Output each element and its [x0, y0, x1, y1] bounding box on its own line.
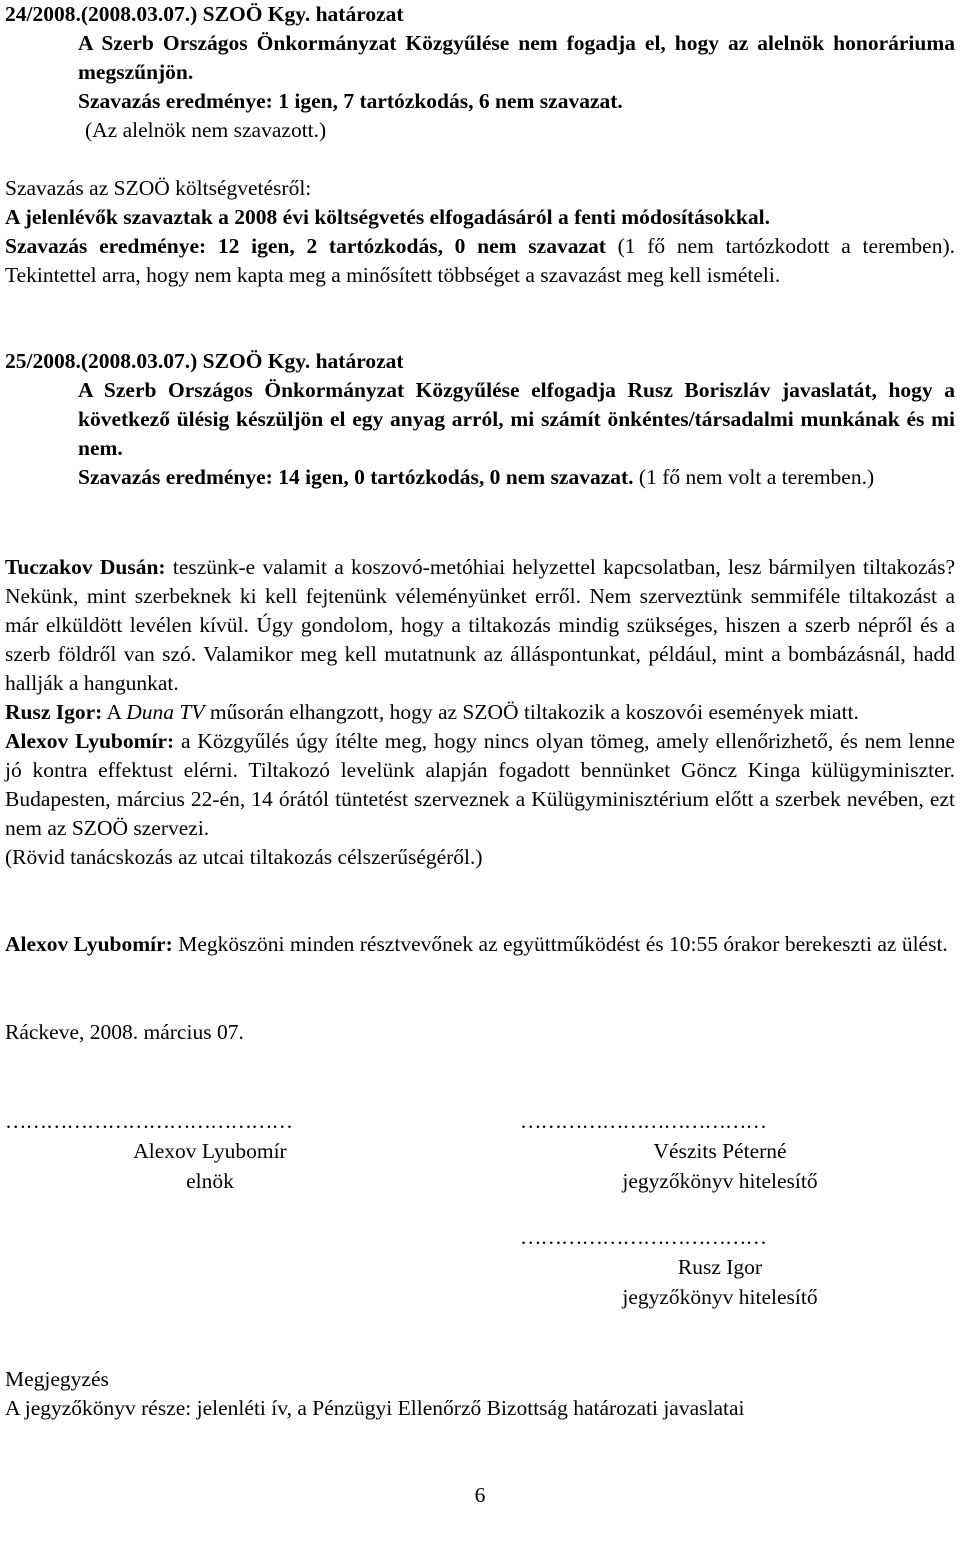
page-number: 6 [474, 1483, 486, 1507]
resolution-24-text: A Szerb Országos Önkormányzat Közgyűlése nem fogadja el, hogy az alelnök honoráriuma megszűnjön. [78, 31, 955, 84]
resolution-25-vote-paragraph [5, 463, 955, 492]
closing [5, 930, 955, 959]
resolution-25-vote: Szavazás eredménye: 14 igen, 0 tartózkodás, 0 nem szavazat. [78, 465, 634, 489]
budget-vote [5, 174, 955, 290]
signature-block-verifier-1 [520, 1106, 950, 1196]
signature-line: ……………………………… [520, 1109, 766, 1133]
rusz-text-b: műsorán elhangzott, hogy az SZOÖ tiltakozik a koszovói események miatt. [204, 700, 859, 724]
signature-name: Alexov Lyubomír [133, 1139, 287, 1163]
signature-role: elnök [186, 1169, 234, 1193]
discussion [5, 553, 955, 872]
tuczakov-text: teszünk-e valamit a koszovó-metóhiai helyzettel kapcsolatban, lesz bármilyen tiltakozás? Nekünk, mint szerbeknek ki kell fejtenünk véleményünket erről. Nem szerveztünk semmiféle tiltakozást a már elküldött levélen kívül. Úgy gondolom, hogy a tiltakozás mindig szükséges, hiszen a szerb népről és a szerb földről van szó. Valamikor meg kell mutatnunk az álláspontunkat, például, mint a bombázásnál, hadd hallják a hangunkat. [5, 555, 955, 695]
speaker-tuczakov: Tuczakov Dusán: [5, 555, 166, 579]
rusz-paragraph [5, 698, 955, 727]
budget-heading: Szavazás az SZOÖ költségvetésről: [5, 176, 312, 200]
alexov-text: a Közgyűlés úgy ítélte meg, hogy nincs olyan tömeg, amely ellenőrizhető, és nem lenne jó kontra effektust elérni. Tiltakozó levelünk alapján fogadott bennünket Göncz Kinga külügyminiszter. Budapesten, március 22-én, 14 órától tüntetést szerveznek a Külügyminisztérium előtt a szerbek nevében, ezt nem az SZOÖ szervezi. [5, 729, 955, 840]
rusz-text-italic: Duna TV [126, 700, 205, 724]
budget-vote-tail: Tekintettel arra, hogy nem kapta meg a minősített többséget a szavazást meg kell ismételi. [5, 263, 781, 287]
resolution-24-vote: Szavazás eredménye: 1 igen, 7 tartózkodás, 6 nem szavazat. [78, 89, 623, 113]
budget-vote-paragraph [5, 232, 955, 290]
speaker-rusz: Rusz Igor: [5, 700, 103, 724]
signature-role: jegyzőkönyv hitelesítő [622, 1169, 818, 1193]
brief-consultation: (Rövid tanácskozás az utcai tiltakozás célszerűségéről.) [5, 845, 483, 869]
remark-text: A jegyzőkönyv része: jelenléti ív, a Pénzügyi Ellenőrző Bizottság határozati javaslatai [5, 1396, 745, 1420]
resolution-25-text: A Szerb Országos Önkormányzat Közgyűlése elfogadja Rusz Boriszláv javaslatát, hogy a következő ülésig készüljön el egy anyag arról, mi számít önkéntes/társadalmi munkának és mi nem. [78, 378, 955, 460]
resolution-25-vote-note: (1 fő nem volt a teremben.) [633, 465, 875, 489]
speaker-alexov: Alexov Lyubomír: [5, 729, 175, 753]
remark [5, 1365, 955, 1423]
resolution-24-header: 24/2008.(2008.03.07.) SZOÖ Kgy. határozat [5, 2, 404, 26]
remark-title: Megjegyzés [5, 1367, 109, 1391]
tuczakov-paragraph [5, 553, 955, 698]
closing-text: Megköszöni minden résztvevőnek az együttműködést és 10:55 órakor berekeszti az ülést. [172, 932, 948, 956]
budget-vote-result: Szavazás eredménye: 12 igen, 2 tartózkodás, 0 nem szavazat [5, 234, 606, 258]
rusz-text-a: A [102, 700, 127, 724]
place-date: Ráckeve, 2008. március 07. [5, 1020, 244, 1044]
signature-line: …………………………………… [5, 1109, 292, 1133]
budget-vote-note: (1 fő nem tartózkodott a teremben). [605, 234, 955, 258]
resolution-25 [5, 347, 955, 492]
resolution-24 [5, 0, 955, 145]
resolution-24-note: (Az alelnök nem szavazott.) [85, 118, 327, 142]
signature-name: Rusz Igor [677, 1255, 763, 1279]
closing-speaker: Alexov Lyubomír: [5, 932, 173, 956]
signature-block-chair [5, 1106, 435, 1196]
budget-line: A jelenlévők szavaztak a 2008 évi költségvetés elfogadásáról a fenti módosításokkal. [5, 205, 770, 229]
signature-block-verifier-2 [520, 1222, 950, 1312]
resolution-25-header: 25/2008.(2008.03.07.) SZOÖ Kgy. határozat [5, 349, 404, 373]
alexov-paragraph [5, 727, 955, 843]
signature-role: jegyzőkönyv hitelesítő [622, 1285, 818, 1309]
signature-name: Vészits Péterné [653, 1139, 787, 1163]
signature-line: ……………………………… [520, 1225, 766, 1249]
